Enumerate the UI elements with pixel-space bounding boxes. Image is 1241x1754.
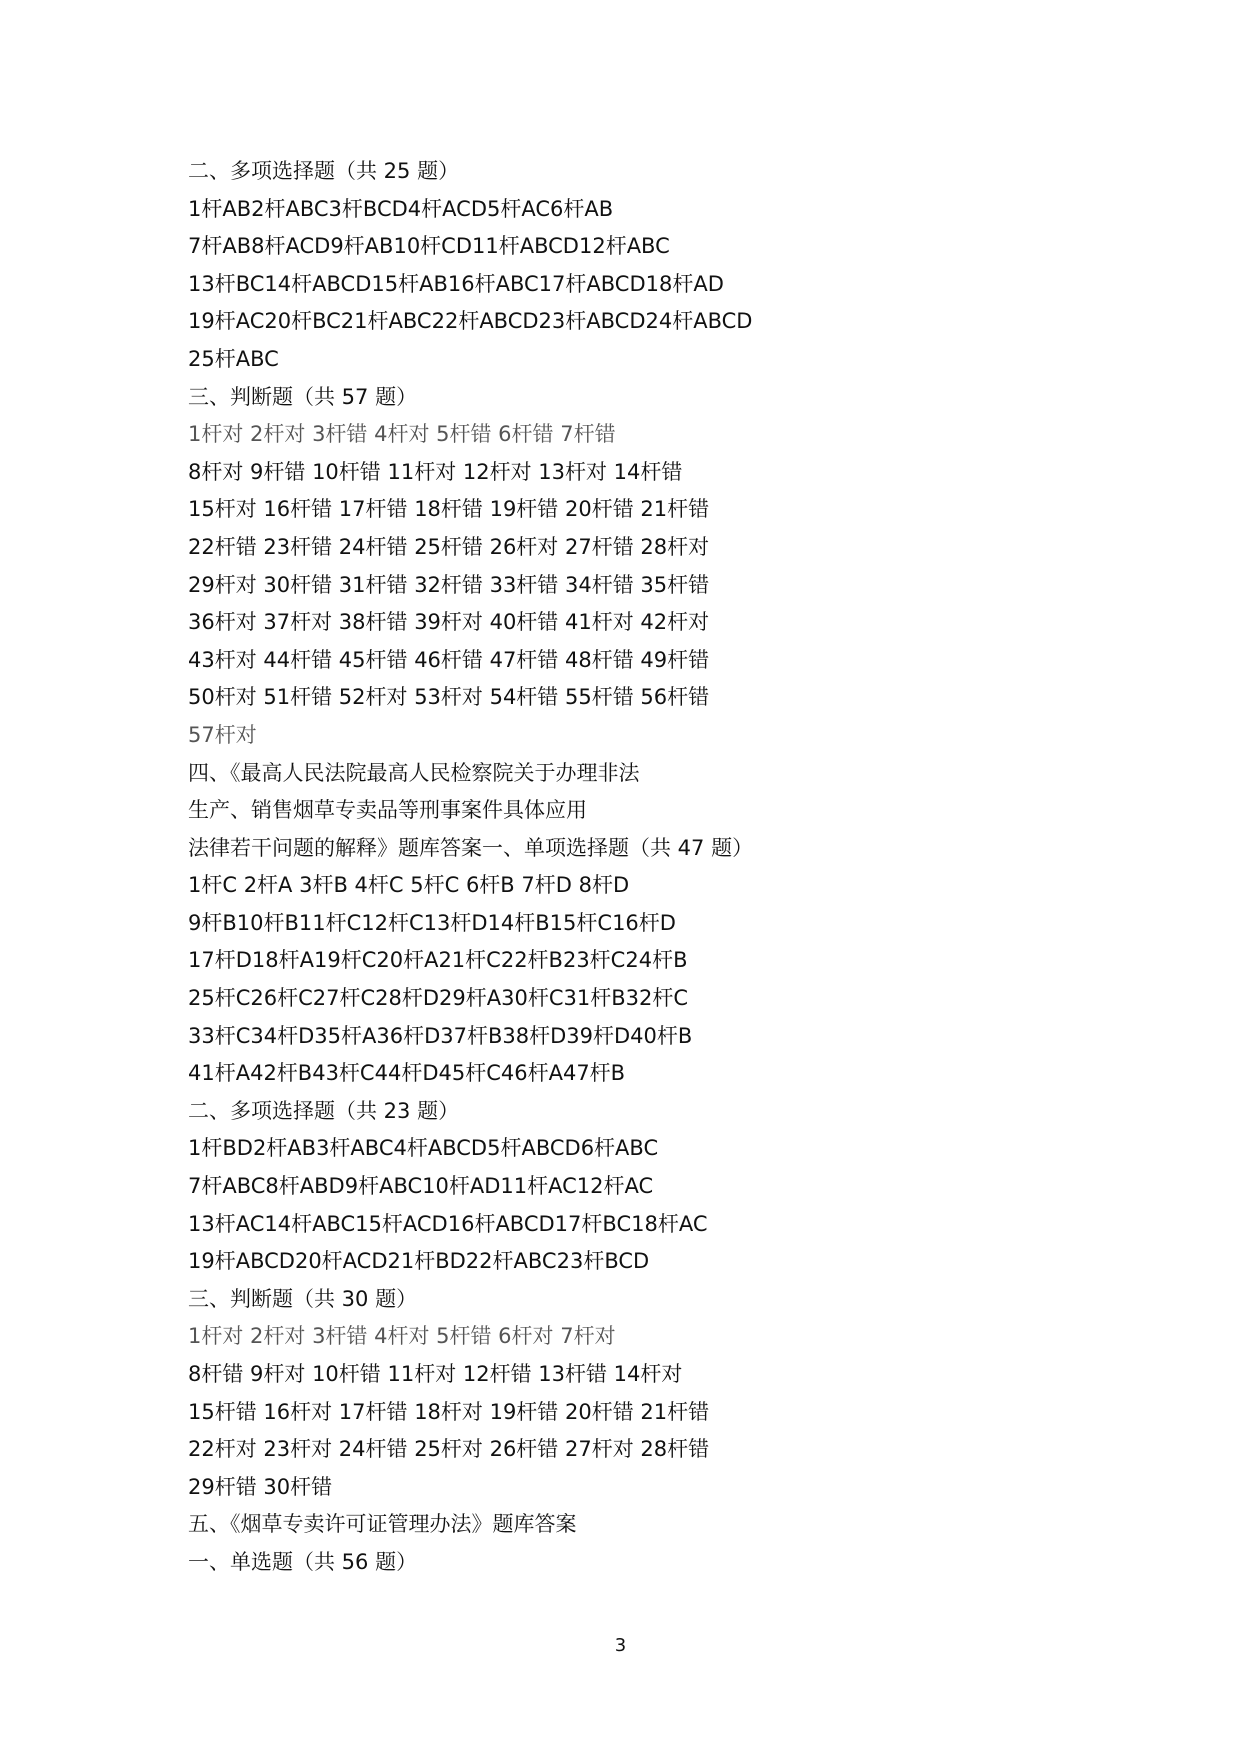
text-line: 1杆对 2杆对 3杆错 4杆对 5杆错 6杆对 7杆对 — [188, 1324, 616, 1349]
text-line: 1杆对 2杆对 3杆错 4杆对 5杆错 6杆错 7杆错 — [188, 422, 616, 447]
text-line: 二、多项选择题（共 23 题） — [188, 1098, 460, 1123]
text-line: 29杆错 30杆错 — [188, 1474, 333, 1499]
text-line: 29杆对 30杆错 31杆错 32杆错 33杆错 34杆错 35杆错 — [188, 572, 710, 597]
text-line: 15杆对 16杆错 17杆错 18杆错 19杆错 20杆错 21杆错 — [188, 497, 710, 522]
text-line: 三、判断题（共 57 题） — [188, 384, 418, 409]
text-line: 1杆BD2杆AB3杆ABC4杆ABCD5杆ABCD6杆ABC — [188, 1136, 659, 1161]
text-line: 1杆AB2杆ABC3杆BCD4杆ACD5杆AC6杆AB — [188, 196, 614, 221]
answer-key-content — [188, 153, 1088, 1582]
text-line: 25杆ABC — [188, 346, 279, 371]
text-line: 22杆错 23杆错 24杆错 25杆错 26杆对 27杆错 28杆对 — [188, 534, 710, 559]
text-line: 一、单选题（共 56 题） — [188, 1549, 418, 1574]
text-line: 17杆D18杆A19杆C20杆A21杆C22杆B23杆C24杆B — [188, 948, 688, 973]
text-line: 19杆ABCD20杆ACD21杆BD22杆ABC23杆BCD — [188, 1249, 650, 1274]
page-number: 3 — [614, 1635, 627, 1656]
text-line: 四、《最高人民法院最高人民检察院关于办理非法 — [188, 760, 640, 785]
text-line: 13杆BC14杆ABCD15杆AB16杆ABC17杆ABCD18杆AD — [188, 271, 724, 296]
text-line: 36杆对 37杆对 38杆错 39杆对 40杆错 41杆对 42杆对 — [188, 610, 710, 635]
text-line: 7杆ABC8杆ABD9杆ABC10杆AD11杆AC12杆AC — [188, 1174, 654, 1199]
text-line: 25杆C26杆C27杆C28杆D29杆A30杆C31杆B32杆C — [188, 986, 689, 1011]
text-line: 二、多项选择题（共 25 题） — [188, 159, 460, 183]
text-line: 33杆C34杆D35杆A36杆D37杆B38杆D39杆D40杆B — [188, 1023, 693, 1048]
text-line: 1杆C 2杆A 3杆B 4杆C 5杆C 6杆B 7杆D 8杆D — [188, 873, 630, 898]
text-line: 9杆B10杆B11杆C12杆C13杆D14杆B15杆C16杆D — [188, 910, 676, 935]
text-line: 法律若干问题的解释》题库答案一、单项选择题（共 47 题） — [188, 835, 754, 860]
text-line: 三、判断题（共 30 题） — [188, 1286, 418, 1311]
text-line: 43杆对 44杆错 45杆错 46杆错 47杆错 48杆错 49杆错 — [188, 647, 710, 672]
text-line: 7杆AB8杆ACD9杆AB10杆CD11杆ABCD12杆ABC — [188, 234, 670, 259]
text-line: 8杆错 9杆对 10杆错 11杆对 12杆错 13杆错 14杆对 — [188, 1362, 683, 1386]
text-line: 57杆对 — [188, 722, 257, 747]
text-line: 50杆对 51杆错 52杆对 53杆对 54杆错 55杆错 56杆错 — [188, 685, 710, 710]
text-line: 13杆AC14杆ABC15杆ACD16杆ABCD17杆BC18杆AC — [188, 1211, 708, 1236]
text-line: 15杆错 16杆对 17杆错 18杆对 19杆错 20杆错 21杆错 — [188, 1399, 710, 1424]
text-line: 41杆A42杆B43杆C44杆D45杆C46杆A47杆B — [188, 1061, 626, 1086]
text-line: 生产、销售烟草专卖品等刑事案件具体应用 — [188, 798, 587, 823]
text-line: 8杆对 9杆错 10杆错 11杆对 12杆对 13杆对 14杆错 — [188, 459, 683, 484]
text-line: 19杆AC20杆BC21杆ABC22杆ABCD23杆ABCD24杆ABCD — [188, 309, 753, 334]
text-line: 五、《烟草专卖许可证管理办法》题库答案 — [188, 1512, 577, 1537]
text-line: 22杆对 23杆对 24杆错 25杆对 26杆错 27杆对 28杆错 — [188, 1437, 710, 1462]
